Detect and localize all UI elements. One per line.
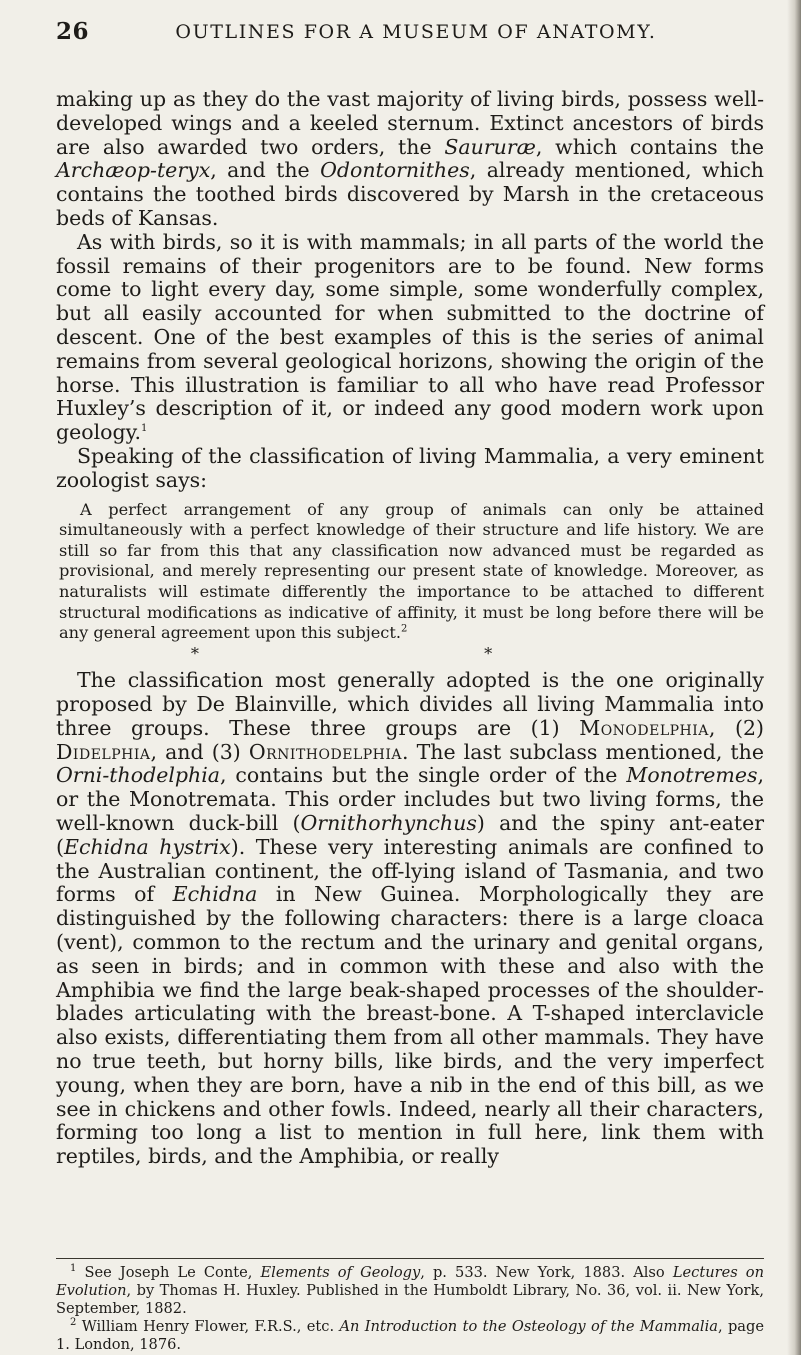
ellipsis-stars: * * [190, 643, 633, 663]
footnote-ref-1: 1 [141, 423, 148, 435]
paragraph-continued: making up as they do the vast majority of living birds, possess well-developed wings and a keeled sternum. Extinct ancestors of birds are also awarded two orders, the Saururæ, which contains the Archæop-teryx, and the Odontornithes, already mentioned, which contains the toothed birds discovered by Marsh in the cretaceous beds of Kansas. [56, 87, 764, 230]
paragraph-classification-intro: Speaking of the classification of living Mammalia, a very eminent zoologist says: [56, 443, 764, 492]
page-number: 26 [56, 18, 90, 45]
footnote-ref-2: 2 [401, 623, 408, 635]
running-head: OUTLINES FOR A MUSEUM OF ANATOMY. [175, 21, 657, 43]
page-header [56, 18, 756, 48]
block-quote: A perfect arrangement of any group of animals can only be attained simultaneously with a perfect knowledge of their structure and life history. We are still so far from this that any classification now advanced must be regarded as provisional, and merely representing our present state of knowledge. Moreover, as naturalists will estimate differently the importance to be attached to different structural modifications as indicative of affinity, it must be long before there will be any general agreement upon this subject.$^2$ * * [59, 499, 764, 663]
footnote-2: $^2$ William Henry Flower, F.R.S., etc. An Introduction to the Osteology of the Mammalia, page 1. London, 1876. [56, 1317, 764, 1353]
body-text [56, 88, 764, 1169]
footnote-1: $^1$ See Joseph Le Conte, Elements of Geology, p. 533. New York, 1883. Also Lectures on Evolution, by Thomas H. Huxley. Published in the Humboldt Library, No. 36, vol. ii. New York, September, 1882. [56, 1263, 764, 1317]
page-edge-shadow [787, 0, 801, 1355]
paragraph-monotremes: The classification most generally adopted is the one originally proposed by De Blainville, which divides all living Mammalia into three groups. These three groups are (1) Monodelphia, (2) Didelphia, and (3) Ornithodelphia. The last subclass mentioned, the Orni-thodelphia, contains but the single order of the Monotremes, or the Monotremata. This order includes but two living forms, the well-known duck-bill (Ornithorhynchus) and the spiny ant-eater (Echidna hystrix). These very interesting animals are confined to the Australian continent, the off-lying island of Tasmania, and two forms of Echidna in New Guinea. Morphologically they are distinguished by the following characters: there is a large cloaca (vent), common to the rectum and the urinary and genital organs, as seen in birds; and in common with these and also with the Amphibia we find the large beak-shaped processes of the shoulder-blades articulating with the breast-bone. A T-shaped interclavicle also exists, differentiating them from all other mammals. They have no true teeth, but horny bills, like birds, and the very imperfect young, when they are born, have a nib in the end of this bill, as we see in chickens and other fowls. Indeed, nearly all their characters, forming too long a list to mention in full here, link them with reptiles, birds, and the Amphibia, or really [56, 668, 765, 1169]
paragraph-fossil-remains: As with birds, so it is with mammals; in all parts of the world the fossil remains of their progenitors are to be found. New forms come to light every day, some simple, some wonderfully complex, but all easily accounted for when submitted to the doctrine of descent. One of the best examples of this is the series of animal remains from several geological horizons, showing the origin of the horse. This illustration is familiar to all who have read Professor Huxley’s description of it, or indeed any good modern work upon geology.$^1$ [56, 229, 764, 445]
footnotes [56, 1258, 764, 1354]
